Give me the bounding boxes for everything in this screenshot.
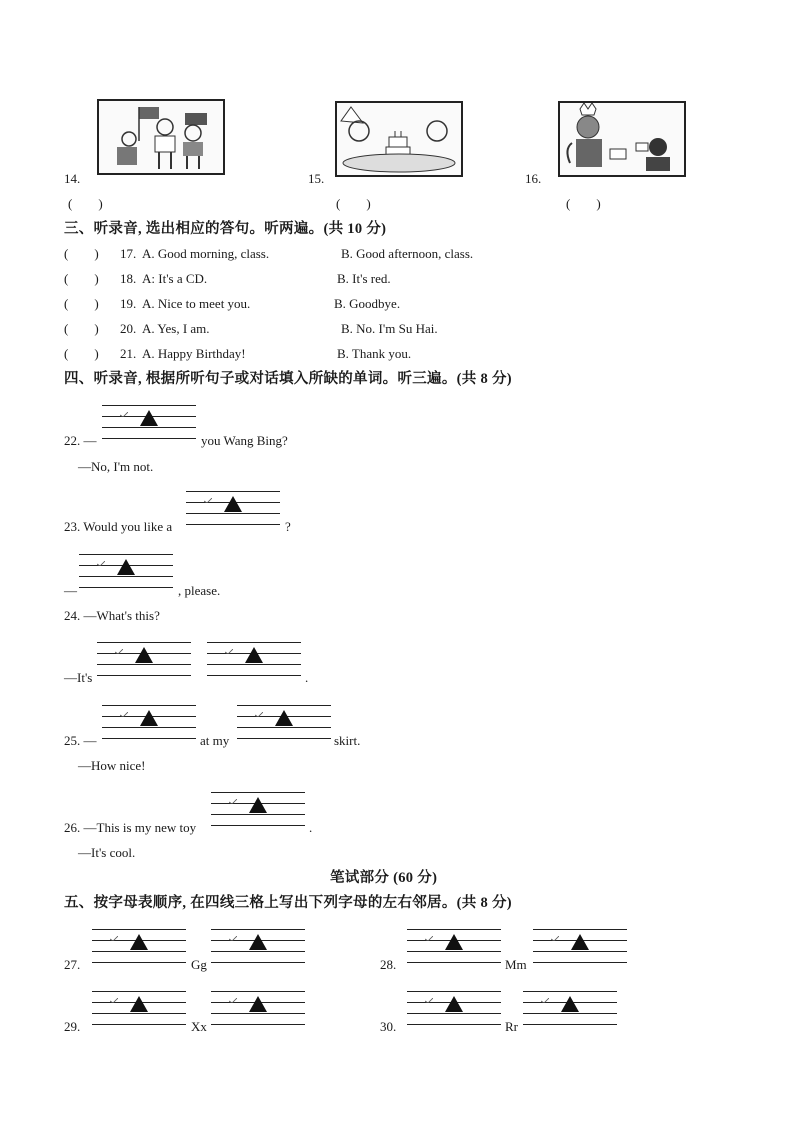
option-b: B. Good afternoon, class.: [341, 246, 474, 261]
grid-line: [97, 642, 191, 643]
q27-number: 27.: [64, 957, 81, 972]
answer-bracket-16[interactable]: ( ): [566, 196, 601, 211]
writing-grid-q30-left[interactable]: [407, 989, 501, 1023]
triangle-icon: [249, 797, 267, 813]
grid-line: [211, 951, 305, 952]
option-b: B. It's red.: [337, 271, 391, 286]
grid-line: [523, 1013, 617, 1014]
triangle-icon: [245, 647, 263, 663]
pen-mark-icon: [551, 928, 559, 933]
triangle-icon: [275, 710, 293, 726]
q30-letter: Rr: [505, 1019, 518, 1034]
option-b: B. Thank you.: [337, 346, 412, 361]
written-part-title: 笔试部分 (60 分): [330, 870, 438, 886]
q23-reply-prefix: —: [64, 583, 77, 598]
q30-number: 30.: [380, 1019, 397, 1034]
pen-mark-icon: [110, 928, 118, 933]
q28-letter: Mm: [505, 957, 527, 972]
q29-number: 29.: [64, 1019, 81, 1034]
pen-mark-icon: [541, 990, 549, 995]
pen-mark-icon: [120, 404, 128, 409]
grid-line: [407, 1024, 501, 1025]
answer-bracket[interactable]: ( ): [64, 296, 99, 311]
grid-line: [79, 587, 173, 588]
answer-bracket[interactable]: ( ): [64, 346, 99, 361]
grid-line: [407, 991, 501, 992]
option-b: B. No. I'm Su Hai.: [341, 321, 438, 336]
grid-line: [92, 951, 186, 952]
answer-bracket-15[interactable]: ( ): [336, 196, 371, 211]
triangle-icon: [561, 996, 579, 1012]
picture-16: [558, 101, 686, 177]
triangle-icon: [130, 934, 148, 950]
grid-line: [211, 825, 305, 826]
writing-grid-q29-left[interactable]: [92, 989, 186, 1023]
grid-line: [407, 951, 501, 952]
q25-reply: —How nice!: [78, 758, 146, 773]
grid-line: [407, 1013, 501, 1014]
grid-line: [211, 814, 305, 815]
writing-grid-q28-left[interactable]: [407, 927, 501, 961]
writing-grid-q26[interactable]: [211, 790, 305, 824]
q22-reply: —No, I'm not.: [78, 459, 154, 474]
pen-mark-icon: [229, 990, 237, 995]
pen-mark-icon: [110, 990, 118, 995]
triangle-icon: [571, 934, 589, 950]
answer-bracket-14[interactable]: ( ): [68, 196, 103, 211]
grid-line: [207, 664, 301, 665]
grid-line: [102, 727, 196, 728]
grid-line: [92, 991, 186, 992]
q25-middle: at my: [200, 733, 230, 748]
writing-grid-q27-right[interactable]: [211, 927, 305, 961]
answer-bracket[interactable]: ( ): [64, 246, 99, 261]
writing-grid-q29-right[interactable]: [211, 989, 305, 1023]
grid-line: [186, 524, 280, 525]
grid-line: [533, 962, 627, 963]
grid-line: [211, 929, 305, 930]
grid-line: [237, 705, 331, 706]
grid-line: [92, 1024, 186, 1025]
grid-line: [186, 491, 280, 492]
pen-mark-icon: [204, 490, 212, 495]
triangle-icon: [445, 934, 463, 950]
option-a: A. Good morning, class.: [142, 246, 270, 261]
triangle-icon: [445, 996, 463, 1012]
pen-mark-icon: [425, 928, 433, 933]
q26-prefix: 26. —This is my new toy: [64, 820, 197, 835]
writing-grid-q24-b[interactable]: [207, 640, 301, 674]
pen-mark-icon: [97, 553, 105, 558]
grid-line: [407, 962, 501, 963]
item-number: 20.: [120, 321, 137, 336]
grid-line: [407, 929, 501, 930]
q22-suffix: you Wang Bing?: [201, 433, 288, 448]
writing-grid-q28-right[interactable]: [533, 927, 627, 961]
triangle-icon: [249, 934, 267, 950]
writing-grid-q25-a[interactable]: [102, 703, 196, 737]
grid-line: [207, 675, 301, 676]
q25-suffix: skirt.: [334, 733, 361, 748]
grid-line: [79, 576, 173, 577]
q23-reply-suffix: , please.: [178, 583, 221, 598]
item-number: 18.: [120, 271, 137, 286]
grid-line: [186, 513, 280, 514]
writing-grid-q24-a[interactable]: [97, 640, 191, 674]
triangle-icon: [224, 496, 242, 512]
grid-line: [97, 664, 191, 665]
q28-number: 28.: [380, 957, 397, 972]
pen-mark-icon: [225, 641, 233, 646]
grid-line: [211, 1013, 305, 1014]
writing-grid-q23[interactable]: [186, 489, 280, 523]
q27-letter: Gg: [191, 957, 207, 972]
question-number-16: 16.: [525, 171, 542, 186]
triangle-icon: [249, 996, 267, 1012]
q24-prefix: —It's: [64, 670, 93, 685]
section-5-header: 五、按字母表顺序, 在四线三格上写出下列字母的左右邻居。(共 8 分): [64, 895, 512, 911]
grid-line: [211, 991, 305, 992]
section-3-header: 三、听录音, 选出相应的答句。听两遍。(共 10 分): [64, 221, 387, 237]
answer-bracket[interactable]: ( ): [64, 271, 99, 286]
grid-line: [533, 929, 627, 930]
pen-mark-icon: [425, 990, 433, 995]
answer-bracket[interactable]: ( ): [64, 321, 99, 336]
picture-14: [97, 99, 225, 175]
grid-line: [102, 405, 196, 406]
option-b: B. Goodbye.: [334, 296, 401, 311]
triangle-icon: [117, 559, 135, 575]
grid-line: [92, 929, 186, 930]
question-number-14: 14.: [64, 171, 81, 186]
option-a: A: It's a CD.: [142, 271, 208, 286]
grid-line: [92, 962, 186, 963]
grid-line: [237, 727, 331, 728]
grid-line: [79, 554, 173, 555]
triangle-icon: [130, 996, 148, 1012]
pen-mark-icon: [120, 704, 128, 709]
q26-reply: —It's cool.: [78, 845, 136, 860]
pen-mark-icon: [229, 928, 237, 933]
writing-grid-q25-b[interactable]: [237, 703, 331, 737]
q24-suffix: .: [305, 670, 309, 685]
grid-line: [102, 438, 196, 439]
grid-line: [92, 1013, 186, 1014]
grid-line: [102, 427, 196, 428]
grid-line: [207, 642, 301, 643]
option-a: A. Yes, I am.: [142, 321, 210, 336]
picture-15: [335, 101, 463, 177]
item-number: 17.: [120, 246, 137, 261]
grid-line: [102, 705, 196, 706]
option-a: A. Nice to meet you.: [142, 296, 251, 311]
item-number: 19.: [120, 296, 137, 311]
grid-line: [211, 792, 305, 793]
grid-line: [211, 962, 305, 963]
item-number: 21.: [120, 346, 137, 361]
q26-suffix: .: [309, 820, 313, 835]
pen-mark-icon: [115, 641, 123, 646]
q22-prefix: 22. —: [64, 433, 97, 448]
option-a: A. Happy Birthday!: [142, 346, 246, 361]
grid-line: [523, 991, 617, 992]
pen-mark-icon: [255, 704, 263, 709]
triangle-icon: [140, 410, 158, 426]
writing-grid-q22[interactable]: [102, 403, 196, 437]
q25-prefix: 25. —: [64, 733, 97, 748]
writing-grid-q27-left[interactable]: [92, 927, 186, 961]
grid-line: [211, 1024, 305, 1025]
pen-mark-icon: [229, 791, 237, 796]
q24-question: 24. —What's this?: [64, 608, 160, 623]
q23-suffix: ?: [285, 519, 291, 534]
grid-line: [97, 675, 191, 676]
triangle-icon: [140, 710, 158, 726]
grid-line: [237, 738, 331, 739]
writing-grid-q30-right[interactable]: [523, 989, 617, 1023]
grid-line: [523, 1024, 617, 1025]
section-4-header: 四、听录音, 根据所听句子或对话填入所缺的单词。听三遍。(共 8 分): [64, 371, 512, 387]
question-number-15: 15.: [308, 171, 325, 186]
triangle-icon: [135, 647, 153, 663]
grid-line: [533, 951, 627, 952]
q23-prefix: 23. Would you like a: [64, 519, 173, 534]
writing-grid-q23-reply[interactable]: [79, 552, 173, 586]
q29-letter: Xx: [191, 1019, 207, 1034]
grid-line: [102, 738, 196, 739]
